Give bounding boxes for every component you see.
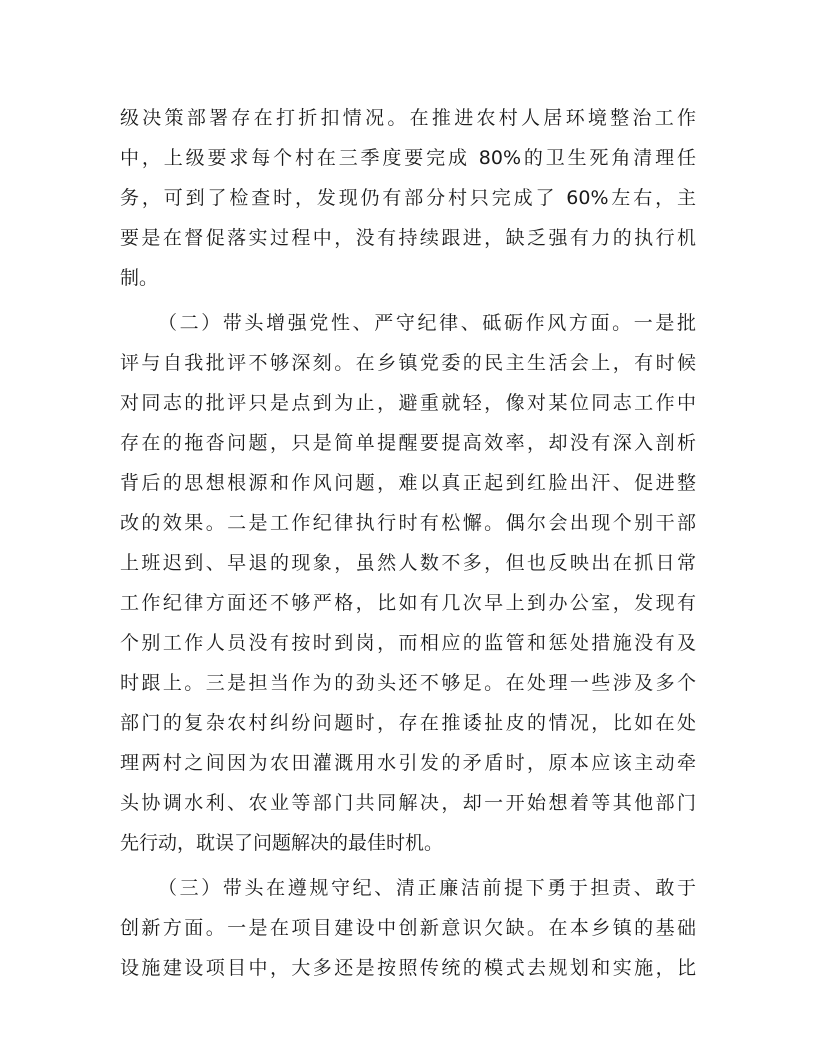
text-line: 务，可到了检查时，发现仍有部分村只完成了 60%左右，主 bbox=[120, 187, 696, 209]
text-line: 背后的思想根源和作风问题，难以真正起到红脸出汗、促进整 bbox=[120, 472, 696, 494]
paragraph-2 bbox=[120, 303, 696, 863]
text-line: 设施建设项目中，大多还是按照传统的模式去规划和实施，比 bbox=[120, 957, 696, 979]
text-line: 部门的复杂农村纠纷问题时，存在推诿扯皮的情况，比如在处 bbox=[120, 712, 696, 734]
text-line: 理两村之间因为农田灌溉用水引发的矛盾时，原本应该主动牵 bbox=[120, 752, 696, 774]
text-line: （二）带头增强党性、严守纪律、砥砺作风方面。一是批 bbox=[158, 312, 696, 334]
text-line: 对同志的批评只是点到为止，避重就轻，像对某位同志工作中 bbox=[120, 392, 696, 414]
text-line: 工作纪律方面还不够严格，比如有几次早上到办公室，发现有 bbox=[120, 592, 696, 614]
paragraph-3 bbox=[120, 868, 696, 988]
text-line: 评与自我批评不够深刻。在乡镇党委的民主生活会上，有时候 bbox=[120, 352, 696, 374]
text-line: 改的效果。二是工作纪律执行时有松懈。偶尔会出现个别干部 bbox=[120, 512, 696, 534]
text-line: 时跟上。三是担当作为的劲头还不够足。在处理一些涉及多个 bbox=[120, 672, 696, 694]
text-line: 要是在督促落实过程中，没有持续跟进，缺乏强有力的执行机 bbox=[120, 227, 696, 249]
text-line: 存在的拖沓问题，只是简单提醒要提高效率，却没有深入剖析 bbox=[120, 432, 696, 454]
text-line: 制。 bbox=[120, 267, 159, 289]
text-line: 中，上级要求每个村在三季度要完成 80%的卫生死角清理任 bbox=[120, 147, 696, 169]
text-line: 上班迟到、早退的现象，虽然人数不多，但也反映出在抓日常 bbox=[120, 552, 696, 574]
text-line: 个别工作人员没有按时到岗，而相应的监管和惩处措施没有及 bbox=[120, 632, 696, 654]
document-body bbox=[120, 98, 696, 993]
text-line: 头协调水利、农业等部门共同解决，却一开始想着等其他部门 bbox=[120, 792, 696, 814]
text-line: 创新方面。一是在项目建设中创新意识欠缺。在本乡镇的基础 bbox=[120, 917, 696, 939]
text-line: （三）带头在遵规守纪、清正廉洁前提下勇于担责、敢于 bbox=[158, 877, 696, 899]
text-line: 先行动，耽误了问题解决的最佳时机。 bbox=[120, 832, 444, 854]
text-line: 级决策部署存在打折扣情况。在推进农村人居环境整治工作 bbox=[120, 107, 696, 129]
paragraph-1 bbox=[120, 98, 696, 298]
